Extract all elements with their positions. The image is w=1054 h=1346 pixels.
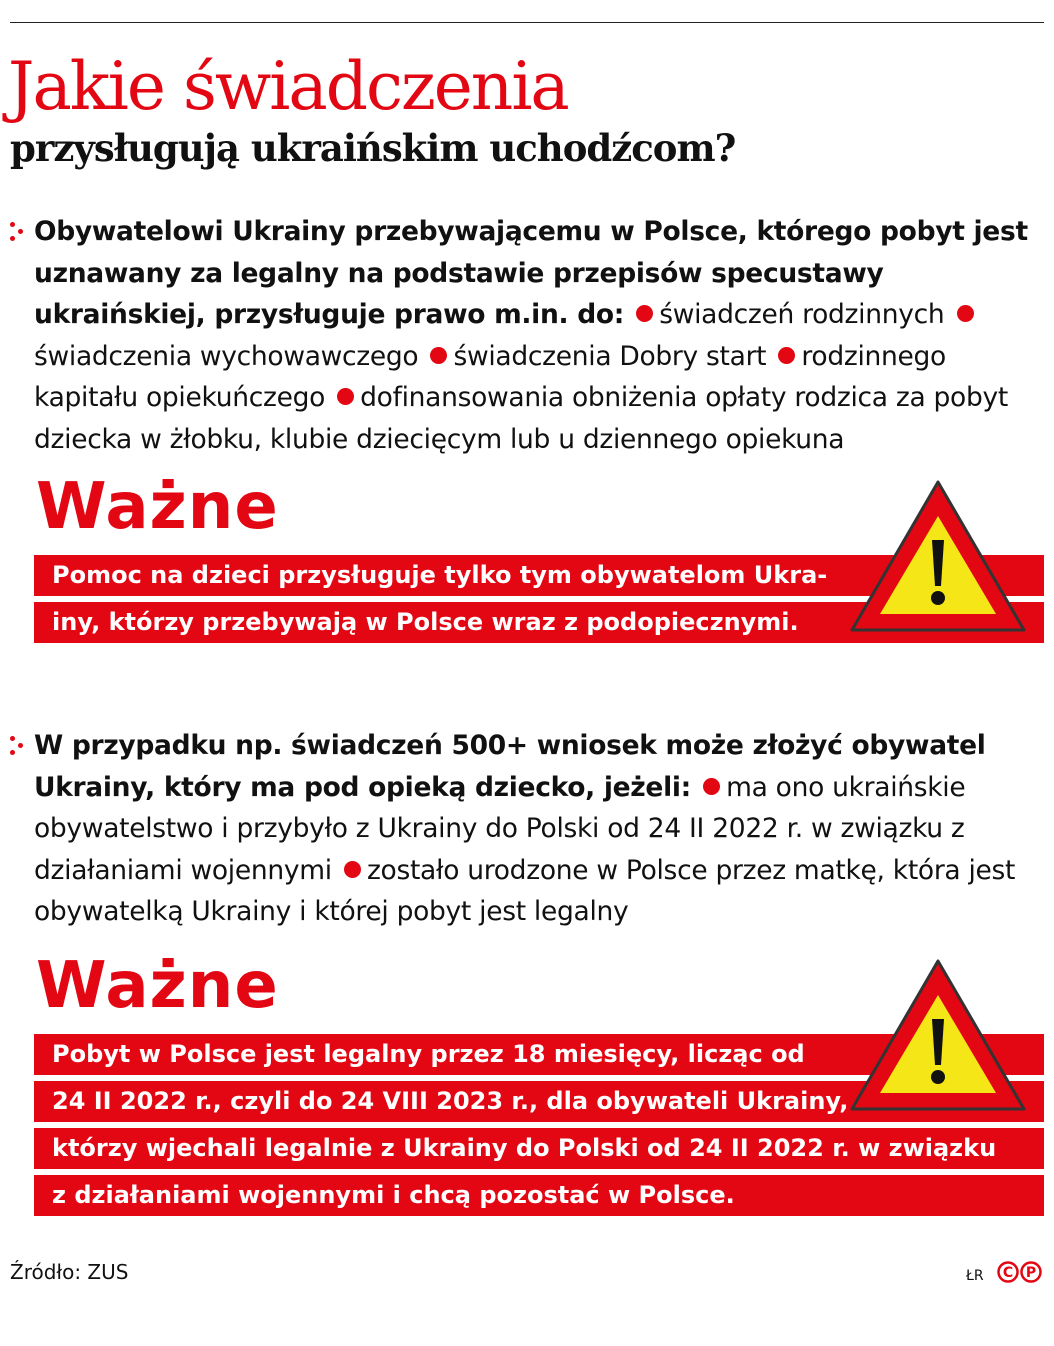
author-initials: ŁR <box>966 1268 984 1284</box>
note1-line: iny, którzy przebywają w Polsce wraz z podopiecznymi. <box>34 602 1044 643</box>
bullet-icon <box>703 778 720 795</box>
bullet-icon <box>430 347 447 364</box>
cp-logo-icon <box>997 1261 1043 1283</box>
list-item: dofinansowania obniżenia opłaty rodzica za pobyt dziecka w żłobku, klubie dziecięcym lub u dziennego opiekuna <box>34 382 1008 455</box>
list-item: zostało urodzone w Polsce przez matkę, która jest obywatelką Ukrainy i której pobyt jest legalny <box>34 854 1016 927</box>
bullet-icon <box>636 305 653 322</box>
svg-text:P: P <box>1025 1265 1037 1281</box>
section2-text <box>34 725 1046 933</box>
warning-triangle-icon <box>848 957 1028 1117</box>
title: Jakie świadczenia <box>8 48 568 125</box>
bullet-icon <box>957 305 974 322</box>
note2-line: 24 II 2022 r., czyli do 24 VIII 2023 r., dla obywateli Ukrainy, <box>34 1081 1044 1122</box>
top-rule <box>10 22 1044 23</box>
section-marker-icon <box>10 222 26 242</box>
list-item: świadczeń rodzinnych <box>659 299 945 330</box>
source-note: Źródło: ZUS <box>10 1260 129 1284</box>
list-item: rodzinnego kapitału opiekuńczego <box>34 340 946 413</box>
warning-triangle-icon <box>848 478 1028 638</box>
list-item: świadczenia Dobry start <box>453 340 767 372</box>
list-item: ma ono ukraińskie obywatelstwo i przybyło z Ukrainy do Polski od 24 II 2022 r. w związku z działaniami wojennymi <box>34 771 966 886</box>
section-marker-icon <box>10 736 26 756</box>
note2-line: z działaniami wojennymi i chcą pozostać w Polsce. <box>34 1175 1044 1216</box>
section1-text <box>34 211 1046 460</box>
section2-lead: W przypadku np. świadczeń 500+ wniosek może złożyć obywatel Ukrainy, który ma pod opieką dziecko, jeżeli: <box>34 730 986 803</box>
note1-line: Pomoc na dzieci przysługuje tylko tym obywatelom Ukra- <box>34 555 1044 596</box>
note1-heading: Ważne <box>36 470 279 544</box>
section1-lead: Obywatelowi Ukrainy przebywającemu w Polsce, którego pobyt jest uznawany za legalny na podstawie przepisów specustawy ukraińskiej, przysługuje prawo m.in. do: <box>34 216 1028 330</box>
bullet-icon <box>778 347 795 364</box>
bullet-icon <box>337 388 354 405</box>
svg-text:C: C <box>1002 1265 1014 1281</box>
note2-line: którzy wjechali legalnie z Ukrainy do Polski od 24 II 2022 r. w związku <box>34 1128 1044 1169</box>
list-item: świadczenia wychowawczego <box>34 340 419 372</box>
bullet-icon <box>344 861 361 878</box>
note2-line: Pobyt w Polsce jest legalny przez 18 miesięcy, licząc od <box>34 1034 1044 1075</box>
subtitle: przysługują ukraińskim uchodźcom? <box>10 126 736 170</box>
note2-heading: Ważne <box>36 949 279 1023</box>
